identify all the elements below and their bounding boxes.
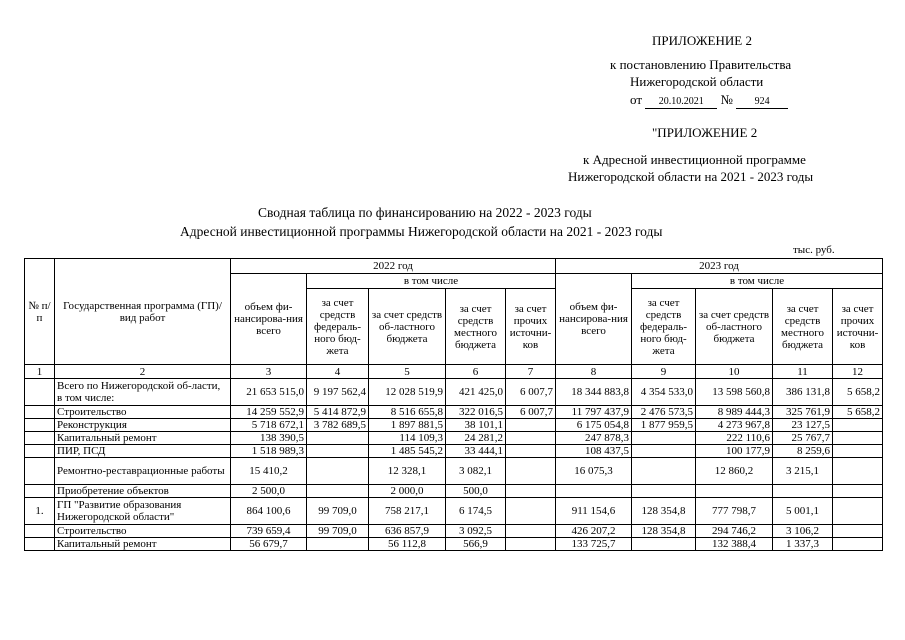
value-cell: 3 215,1 — [773, 458, 833, 485]
value-cell: 294 746,2 — [696, 525, 773, 538]
value-cell — [506, 432, 556, 445]
unit-label: тыс. руб. — [793, 244, 835, 256]
value-cell: 386 131,8 — [773, 379, 833, 406]
value-cell: 128 354,8 — [632, 498, 696, 525]
row-number — [25, 406, 55, 419]
value-cell — [833, 432, 883, 445]
value-cell: 56 112,8 — [369, 538, 446, 551]
row-number — [25, 379, 55, 406]
program-line: к Адресной инвестиционной программе — [583, 152, 806, 167]
value-cell: 758 217,1 — [369, 498, 446, 525]
value-cell — [632, 445, 696, 458]
column-index: 9 — [632, 365, 696, 379]
region-line: Нижегородской области — [630, 74, 764, 89]
value-cell: 322 016,5 — [446, 406, 506, 419]
row-number: 1. — [25, 498, 55, 525]
number-sign: № — [720, 92, 733, 107]
value-cell: 33 444,1 — [446, 445, 506, 458]
value-cell: 222 110,6 — [696, 432, 773, 445]
appendix2-heading: "ПРИЛОЖЕНИЕ 2 — [652, 125, 758, 140]
title-line-2: Адресной инвестиционной программы Нижегородской области на 2021 - 2023 годы — [180, 224, 663, 239]
row-number — [25, 445, 55, 458]
table-row — [25, 525, 883, 538]
value-cell — [632, 485, 696, 498]
value-cell: 14 259 552,9 — [231, 406, 307, 419]
value-cell: 6 175 054,8 — [556, 419, 632, 432]
row-number — [25, 432, 55, 445]
value-cell: 56 679,7 — [231, 538, 307, 551]
column-index: 11 — [773, 365, 833, 379]
value-cell: 114 109,3 — [369, 432, 446, 445]
value-cell: 128 354,8 — [632, 525, 696, 538]
title-line-1: Сводная таблица по финансированию на 2022 - 2023 годы — [258, 205, 592, 220]
value-cell — [833, 538, 883, 551]
regional-2023-header: за счет средств об-ластного бюджета — [696, 289, 773, 365]
resolution-line: к постановлению Правительства — [610, 57, 792, 72]
value-cell: 5 414 872,9 — [307, 406, 369, 419]
value-cell — [506, 419, 556, 432]
value-cell: 864 100,6 — [231, 498, 307, 525]
value-cell — [506, 445, 556, 458]
appendix-heading: ПРИЛОЖЕНИЕ 2 — [652, 33, 752, 48]
value-cell: 247 878,3 — [556, 432, 632, 445]
table-row — [25, 379, 883, 406]
value-cell — [632, 538, 696, 551]
value-cell: 18 344 883,8 — [556, 379, 632, 406]
row-label: Приобретение объектов — [55, 485, 231, 498]
value-cell: 9 197 562,4 — [307, 379, 369, 406]
value-cell: 5 658,2 — [833, 406, 883, 419]
value-cell: 6 007,7 — [506, 406, 556, 419]
value-cell — [833, 419, 883, 432]
year-2022-header: 2022 год — [231, 259, 556, 274]
row-label: ГП "Развитие образования Нижегородской области" — [55, 498, 231, 525]
value-cell: 23 127,5 — [773, 419, 833, 432]
value-cell: 5 001,1 — [773, 498, 833, 525]
from-label: от — [630, 92, 643, 107]
column-index: 7 — [506, 365, 556, 379]
value-cell: 21 653 515,0 — [231, 379, 307, 406]
resolution-date-line — [630, 92, 788, 109]
table-row — [25, 458, 883, 485]
table-row — [25, 498, 883, 525]
row-number — [25, 458, 55, 485]
value-cell — [506, 485, 556, 498]
value-cell: 1 877 959,5 — [632, 419, 696, 432]
column-index: 5 — [369, 365, 446, 379]
value-cell: 12 328,1 — [369, 458, 446, 485]
value-cell — [833, 485, 883, 498]
local-2022-header: за счет средств местного бюджета — [446, 289, 506, 365]
value-cell: 6 174,5 — [446, 498, 506, 525]
value-cell — [307, 432, 369, 445]
value-cell: 3 082,1 — [446, 458, 506, 485]
local-2023-header: за счет средств местного бюджета — [773, 289, 833, 365]
column-index: 3 — [231, 365, 307, 379]
value-cell — [307, 458, 369, 485]
value-cell: 5 658,2 — [833, 379, 883, 406]
table-row — [25, 445, 883, 458]
value-cell — [773, 485, 833, 498]
value-cell: 12 028 519,9 — [369, 379, 446, 406]
program-region-line: Нижегородской области на 2021 - 2023 годы — [568, 169, 814, 184]
row-number — [25, 485, 55, 498]
value-cell: 500,0 — [446, 485, 506, 498]
table-row — [25, 432, 883, 445]
value-cell: 132 388,4 — [696, 538, 773, 551]
federal-2022-header: за счет средств федераль-ного бюд-жета — [307, 289, 369, 365]
value-cell: 8 516 655,8 — [369, 406, 446, 419]
value-cell: 636 857,9 — [369, 525, 446, 538]
value-cell: 3 782 689,5 — [307, 419, 369, 432]
value-cell — [506, 538, 556, 551]
value-cell: 16 075,3 — [556, 458, 632, 485]
col-program-header: Государственная программа (ГП)/ вид работ — [55, 259, 231, 365]
value-cell — [506, 498, 556, 525]
row-label: Капитальный ремонт — [55, 538, 231, 551]
row-number — [25, 538, 55, 551]
value-cell: 3 092,5 — [446, 525, 506, 538]
value-cell — [696, 485, 773, 498]
value-cell: 4 273 967,8 — [696, 419, 773, 432]
table-body — [25, 379, 883, 551]
column-index: 12 — [833, 365, 883, 379]
value-cell — [506, 525, 556, 538]
column-index: 1 — [25, 365, 55, 379]
value-cell: 100 177,9 — [696, 445, 773, 458]
value-cell: 1 337,3 — [773, 538, 833, 551]
value-cell: 1 518 989,3 — [231, 445, 307, 458]
resolution-number: 924 — [736, 96, 788, 109]
row-number — [25, 419, 55, 432]
value-cell: 15 410,2 — [231, 458, 307, 485]
value-cell: 38 101,1 — [446, 419, 506, 432]
row-label: Ремонтно-реставрационные работы — [55, 458, 231, 485]
value-cell: 3 106,2 — [773, 525, 833, 538]
value-cell: 8 259,6 — [773, 445, 833, 458]
table-row — [25, 419, 883, 432]
value-cell — [833, 445, 883, 458]
column-index: 6 — [446, 365, 506, 379]
value-cell: 1 485 545,2 — [369, 445, 446, 458]
table-row — [25, 538, 883, 551]
including-2023-header: в том числе — [632, 274, 883, 289]
row-label: Строительство — [55, 525, 231, 538]
value-cell: 8 989 444,3 — [696, 406, 773, 419]
value-cell: 13 598 560,8 — [696, 379, 773, 406]
value-cell: 2 000,0 — [369, 485, 446, 498]
row-label: Строительство — [55, 406, 231, 419]
financing-table — [24, 258, 883, 551]
value-cell — [632, 458, 696, 485]
total-2023-header: объем фи-нансирова-ния всего — [556, 274, 632, 365]
value-cell: 911 154,6 — [556, 498, 632, 525]
row-label: Реконструкция — [55, 419, 231, 432]
row-label: Капитальный ремонт — [55, 432, 231, 445]
other-2022-header: за счет прочих источни-ков — [506, 289, 556, 365]
value-cell: 2 500,0 — [231, 485, 307, 498]
resolution-date: 20.10.2021 — [645, 96, 717, 109]
total-2022-header: объем фи-нансирова-ния всего — [231, 274, 307, 365]
value-cell — [307, 538, 369, 551]
value-cell: 325 761,9 — [773, 406, 833, 419]
value-cell — [833, 498, 883, 525]
value-cell: 566,9 — [446, 538, 506, 551]
table-row — [25, 485, 883, 498]
value-cell: 12 860,2 — [696, 458, 773, 485]
value-cell: 6 007,7 — [506, 379, 556, 406]
column-index: 8 — [556, 365, 632, 379]
row-number — [25, 525, 55, 538]
value-cell — [307, 445, 369, 458]
row-label: Всего по Нижегородской об-ласти, в том числе: — [55, 379, 231, 406]
value-cell — [506, 458, 556, 485]
value-cell — [307, 485, 369, 498]
table-row — [25, 406, 883, 419]
regional-2022-header: за счет средств об-ластного бюджета — [369, 289, 446, 365]
col-num-header: № п/п — [25, 259, 55, 365]
other-2023-header: за счет прочих источни-ков — [833, 289, 883, 365]
value-cell: 421 425,0 — [446, 379, 506, 406]
value-cell — [833, 525, 883, 538]
value-cell: 138 390,5 — [231, 432, 307, 445]
column-index: 4 — [307, 365, 369, 379]
row-label: ПИР, ПСД — [55, 445, 231, 458]
column-index: 10 — [696, 365, 773, 379]
federal-2023-header: за счет средств федераль-ного бюд-жета — [632, 289, 696, 365]
value-cell: 133 725,7 — [556, 538, 632, 551]
value-cell: 739 659,4 — [231, 525, 307, 538]
value-cell: 777 798,7 — [696, 498, 773, 525]
including-2022-header: в том числе — [307, 274, 556, 289]
value-cell — [556, 485, 632, 498]
value-cell: 99 709,0 — [307, 525, 369, 538]
value-cell: 4 354 533,0 — [632, 379, 696, 406]
value-cell: 24 281,2 — [446, 432, 506, 445]
value-cell: 99 709,0 — [307, 498, 369, 525]
value-cell: 1 897 881,5 — [369, 419, 446, 432]
year-2023-header: 2023 год — [556, 259, 883, 274]
column-index: 2 — [55, 365, 231, 379]
column-index-row — [25, 365, 883, 379]
value-cell — [632, 432, 696, 445]
value-cell: 5 718 672,1 — [231, 419, 307, 432]
value-cell — [833, 458, 883, 485]
value-cell: 25 767,7 — [773, 432, 833, 445]
value-cell: 11 797 437,9 — [556, 406, 632, 419]
value-cell: 2 476 573,5 — [632, 406, 696, 419]
value-cell: 426 207,2 — [556, 525, 632, 538]
value-cell: 108 437,5 — [556, 445, 632, 458]
